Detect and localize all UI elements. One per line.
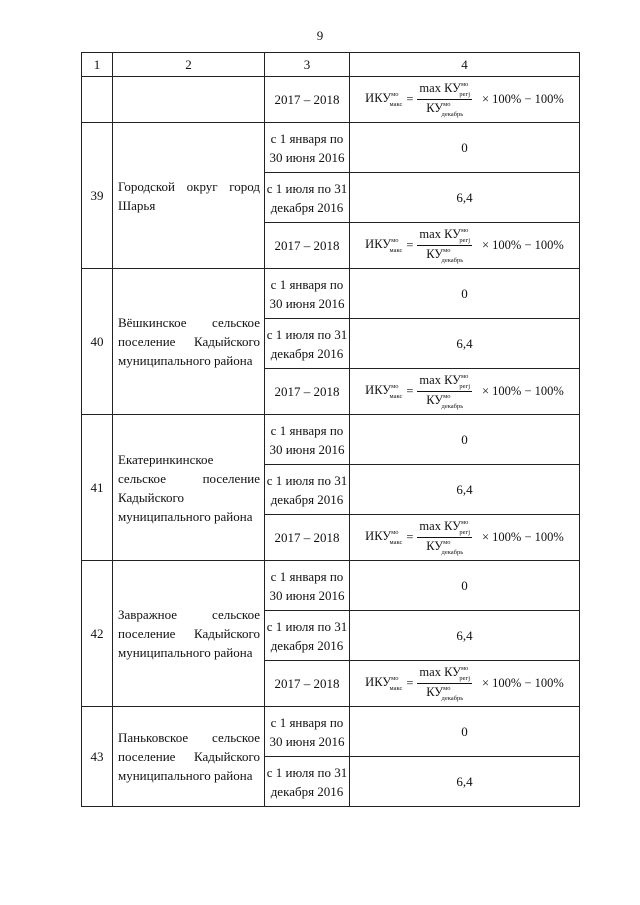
period-cell: 2017 – 2018 <box>265 515 350 561</box>
table-row <box>82 707 580 757</box>
formula-lhs: $ИКУ^{мо}_{макс}$ <box>365 91 403 108</box>
formula-lhs: $ИКУ^{мо}_{макс}$ <box>365 237 403 254</box>
formula-fraction <box>417 519 472 556</box>
period-cell: с 1 января по 30 июня 2016 <box>265 415 350 465</box>
index-formula <box>350 519 579 556</box>
period-cell: с 1 января по 30 июня 2016 <box>265 561 350 611</box>
formula-cell <box>350 515 580 561</box>
row-number: 42 <box>82 561 113 707</box>
formula-cell <box>350 369 580 415</box>
formula-tail: × 100% − 100% <box>482 238 564 252</box>
formula-denominator: $КУ^{мо}_{декабрь}$ <box>426 539 464 556</box>
formula-equals: = <box>406 676 414 690</box>
period-cell: с 1 июля по 31 декабря 2016 <box>265 757 350 807</box>
period-cell: с 1 июля по 31 декабря 2016 <box>265 465 350 515</box>
formula-denominator: $КУ^{мо}_{декабрь}$ <box>426 685 464 702</box>
value-cell: 6,4 <box>350 757 580 807</box>
formula-equals: = <box>406 384 414 398</box>
formula-lhs: $ИКУ^{мо}_{макс}$ <box>365 383 403 400</box>
formula-numerator: $\max КУ^{мо}_{регj}$ <box>419 519 470 536</box>
formula-denominator: $КУ^{мо}_{декабрь}$ <box>426 101 464 118</box>
value-cell: 0 <box>350 707 580 757</box>
period-cell: с 1 июля по 31 декабря 2016 <box>265 319 350 369</box>
formula-equals: = <box>406 238 414 252</box>
formula-cell <box>350 661 580 707</box>
page-number: 9 <box>316 28 324 43</box>
index-formula <box>350 227 579 264</box>
municipality-name <box>113 77 265 123</box>
formula-tail: × 100% − 100% <box>482 92 564 106</box>
table-row <box>82 561 580 611</box>
formula-numerator: $\max КУ^{мо}_{регj}$ <box>419 81 470 98</box>
formula-tail: × 100% − 100% <box>482 676 564 690</box>
value-cell: 0 <box>350 561 580 611</box>
period-cell: с 1 июля по 31 декабря 2016 <box>265 173 350 223</box>
index-formula <box>350 665 579 702</box>
column-header: 1 <box>82 53 113 77</box>
formula-lhs: $ИКУ^{мо}_{макс}$ <box>365 675 403 692</box>
municipality-name: Завражное сельское поселение Кадыйского муниципального района <box>113 561 265 707</box>
formula-equals: = <box>406 92 414 106</box>
value-cell: 6,4 <box>350 319 580 369</box>
row-number: 39 <box>82 123 113 269</box>
value-cell: 0 <box>350 269 580 319</box>
formula-denominator: $КУ^{мо}_{декабрь}$ <box>426 393 464 410</box>
row-number: 43 <box>82 707 113 807</box>
column-header: 3 <box>265 53 350 77</box>
formula-cell <box>350 223 580 269</box>
formula-equals: = <box>406 530 414 544</box>
index-formula <box>350 81 579 118</box>
municipality-name: Городской округ город Шарья <box>113 123 265 269</box>
row-number: 41 <box>82 415 113 561</box>
formula-numerator: $\max КУ^{мо}_{регj}$ <box>419 227 470 244</box>
tariff-table <box>81 52 580 807</box>
municipality-name: Екатеринкинское сельское поселение Кадыйского муниципального района <box>113 415 265 561</box>
value-cell: 6,4 <box>350 611 580 661</box>
value-cell: 0 <box>350 415 580 465</box>
formula-fraction <box>417 227 472 264</box>
table-row <box>82 415 580 465</box>
value-cell: 0 <box>350 123 580 173</box>
period-cell: с 1 января по 30 июня 2016 <box>265 269 350 319</box>
formula-denominator: $КУ^{мо}_{декабрь}$ <box>426 247 464 264</box>
column-header: 4 <box>350 53 580 77</box>
table-row <box>82 77 580 123</box>
formula-lhs: $ИКУ^{мо}_{макс}$ <box>365 529 403 546</box>
period-cell: 2017 – 2018 <box>265 369 350 415</box>
period-cell: с 1 января по 30 июня 2016 <box>265 707 350 757</box>
table-row <box>82 123 580 173</box>
row-number: 40 <box>82 269 113 415</box>
period-cell: с 1 июля по 31 декабря 2016 <box>265 611 350 661</box>
formula-fraction <box>417 665 472 702</box>
formula-numerator: $\max КУ^{мо}_{регj}$ <box>419 373 470 390</box>
value-cell: 6,4 <box>350 173 580 223</box>
municipality-name: Паньковское сельское поселение Кадыйского муниципального района <box>113 707 265 807</box>
period-cell: с 1 января по 30 июня 2016 <box>265 123 350 173</box>
period-cell: 2017 – 2018 <box>265 661 350 707</box>
formula-numerator: $\max КУ^{мо}_{регj}$ <box>419 665 470 682</box>
period-cell: 2017 – 2018 <box>265 223 350 269</box>
formula-tail: × 100% − 100% <box>482 384 564 398</box>
index-formula <box>350 373 579 410</box>
row-number <box>82 77 113 123</box>
period-cell: 2017 – 2018 <box>265 77 350 123</box>
value-cell: 6,4 <box>350 465 580 515</box>
table-row <box>82 269 580 319</box>
header-row <box>82 53 580 77</box>
column-header: 2 <box>113 53 265 77</box>
formula-tail: × 100% − 100% <box>482 530 564 544</box>
formula-fraction <box>417 81 472 118</box>
formula-cell <box>350 77 580 123</box>
municipality-name: Вёшкинское сельское поселение Кадыйского муниципального района <box>113 269 265 415</box>
formula-fraction <box>417 373 472 410</box>
